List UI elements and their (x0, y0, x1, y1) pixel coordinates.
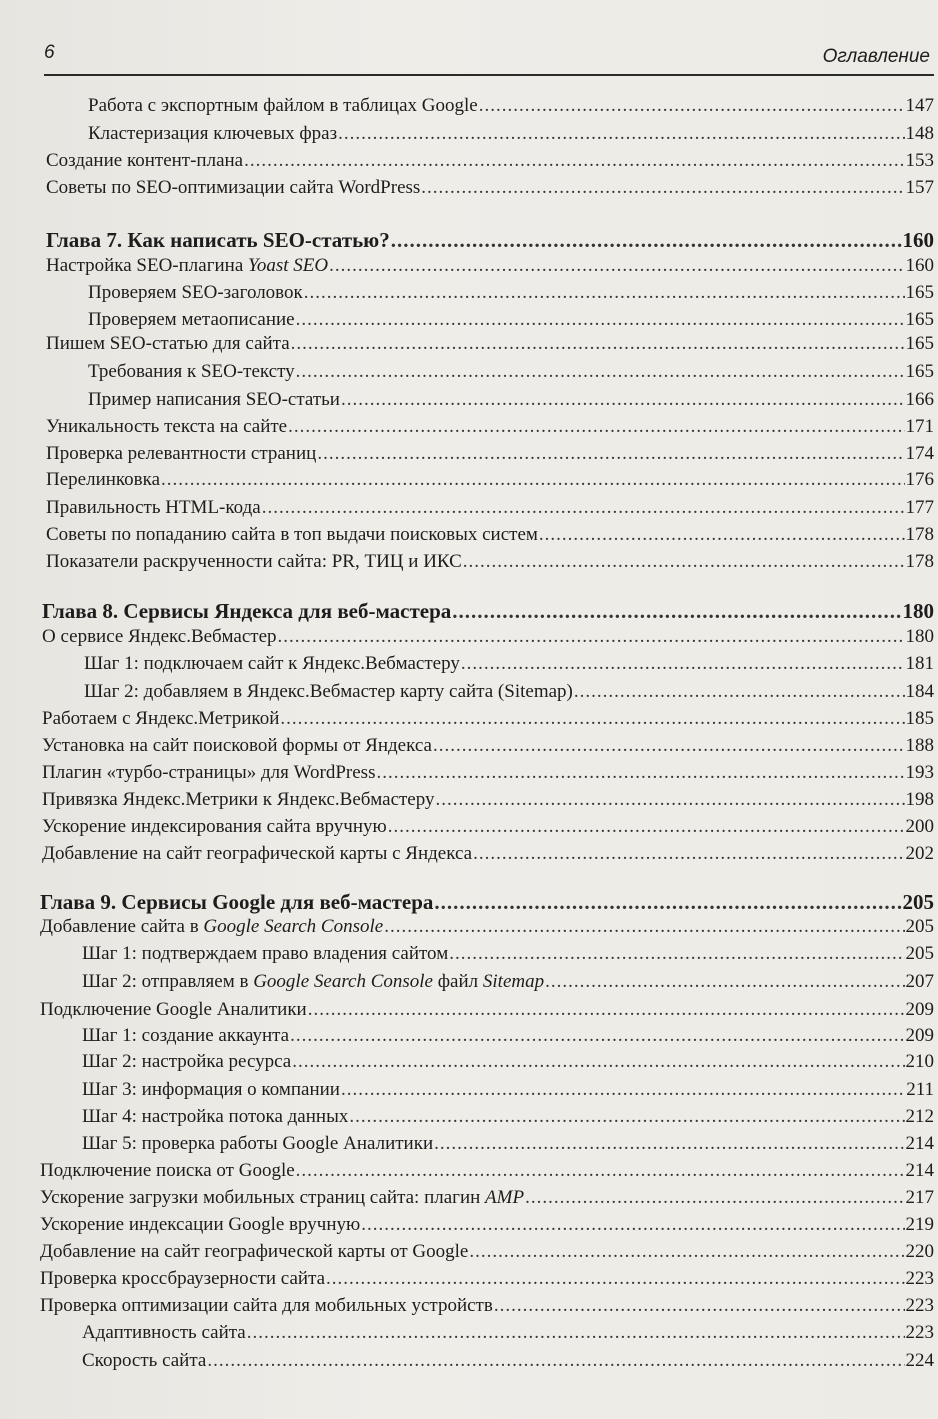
toc-entry (40, 1241, 934, 1263)
toc-page-number: 160 (902, 228, 934, 252)
toc-entry-title-italic: Yoast SEO (248, 255, 329, 276)
toc-entry (84, 681, 934, 703)
toc-page-number: 220 (905, 1241, 934, 1262)
dot-leader (463, 551, 905, 573)
toc-entry (40, 1160, 934, 1182)
toc-entry-title-italic: Google Search Console (253, 971, 433, 992)
toc-page-number: 178 (905, 524, 934, 545)
toc-entry-title-italic: Google Search Console (203, 916, 384, 937)
toc-entry (88, 123, 934, 145)
toc-page-number: 223 (905, 1322, 934, 1343)
toc-entry-title-part: Ускорение загрузки мобильных страниц сайта: плагин (40, 1187, 486, 1208)
toc-page-number: 178 (905, 551, 934, 572)
toc-page-number: 165 (905, 361, 934, 382)
toc-page-number: 214 (905, 1160, 934, 1181)
toc-entry-title: Шаг 3: информация о компании (82, 1079, 340, 1100)
dot-leader (161, 469, 904, 491)
toc-entry-title: Кластеризация ключевых фраз (88, 123, 338, 144)
dot-leader (525, 1187, 904, 1209)
dot-leader (376, 762, 904, 784)
toc-entry (46, 497, 934, 519)
toc-page-number: 211 (906, 1079, 934, 1100)
toc-entry-title: Установка на сайт поисковой формы от Яндекса (42, 735, 432, 756)
toc-page-number: 177 (905, 497, 934, 518)
toc-entry-title: Плагин «турбо-страницы» для WordPress (42, 762, 376, 783)
toc-entry-title: Шаг 4: настройка потока данных (82, 1106, 349, 1127)
dot-leader (244, 150, 904, 172)
toc-entry-title: Создание контент-плана (46, 150, 244, 171)
dot-leader (247, 1322, 905, 1344)
dot-leader (479, 95, 905, 117)
toc-entry-title (40, 916, 383, 938)
toc-entry-title: Показатели раскрученности сайта: PR, ТИЦ и ИКС (46, 551, 462, 572)
toc-page-number: 153 (905, 150, 934, 171)
toc-entry (42, 708, 934, 730)
toc-entry (82, 1051, 934, 1073)
toc-page-number: 181 (905, 653, 934, 674)
toc-entry-title-part: Шаг 2: отправляем в (82, 971, 254, 992)
toc-entry-title-part: Добавление сайта в (40, 916, 204, 937)
toc-entry-title-italic: Sitemap (482, 971, 545, 992)
dot-leader (433, 735, 905, 757)
dot-leader (473, 843, 904, 865)
dot-leader (384, 916, 904, 938)
toc-entry (84, 653, 934, 675)
dot-leader (361, 1214, 904, 1236)
toc-entry-title: Скорость сайта (82, 1350, 207, 1371)
toc-entry-title: Советы по SEO-оптимизации сайта WordPress (46, 177, 421, 198)
dot-leader (539, 524, 905, 546)
toc-entry (46, 255, 934, 277)
toc-entry (42, 762, 934, 784)
dot-leader (452, 599, 901, 624)
toc-entry-title: Шаг 1: подтверждаем право владения сайтом (82, 943, 449, 964)
dot-leader (545, 971, 904, 993)
toc-entry-title: Уникальность текста на сайте (46, 416, 288, 437)
toc-entry (46, 443, 934, 465)
toc-page-number: 160 (905, 255, 934, 276)
toc-page-number: 165 (905, 333, 934, 354)
toc-entry (42, 843, 934, 865)
toc-entry-title: Проверка релевантности страниц (46, 443, 317, 464)
dot-leader (326, 1268, 904, 1290)
toc-entry-title (46, 255, 328, 277)
toc-entry (82, 1079, 934, 1101)
toc-entry-title (82, 971, 544, 993)
toc-entry-title: Добавление на сайт географической карты с Яндекса (42, 843, 473, 864)
toc-entry (82, 1106, 934, 1128)
toc-entry-title: Пример написания SEO-статьи (88, 389, 340, 410)
toc-entry-title: Подключение поиска от Google (40, 1160, 295, 1181)
toc-entry-title: О сервисе Яндекс.Вебмастер (42, 626, 277, 647)
dot-leader (329, 255, 904, 277)
toc-page-number: 205 (905, 943, 934, 964)
toc-entry (42, 735, 934, 757)
toc-entry-title: Подключение Google Аналитики (40, 999, 307, 1020)
toc-page-number: 147 (905, 95, 934, 116)
dot-leader (290, 1025, 904, 1047)
toc-entry-title: Глава 7. Как написать SEO-статью? (46, 228, 390, 252)
toc-page-number: 223 (905, 1268, 934, 1289)
toc-entry-title: Проверка кроссбраузерности сайта (40, 1268, 326, 1289)
toc-page-number: 223 (905, 1295, 934, 1316)
toc-entry-title: Проверка оптимизации сайта для мобильных устройств (40, 1295, 493, 1316)
dot-leader (296, 361, 905, 383)
toc-entry-title: Работа с экспортным файлом в таблицах Google (88, 95, 478, 116)
toc-page-number: 185 (905, 708, 934, 729)
toc-page-number: 148 (905, 123, 934, 144)
toc-chapter (46, 228, 934, 253)
toc-page-number: 205 (905, 916, 934, 937)
toc-page-number: 165 (905, 282, 934, 303)
toc-entry-title: Правильность HTML-кода (46, 497, 261, 518)
toc-entry-title: Проверяем метаописание (88, 309, 295, 330)
toc-entry-title (40, 1187, 524, 1209)
toc-chapter (40, 890, 934, 915)
toc-entry (88, 361, 934, 383)
toc-page-number: 202 (905, 843, 934, 864)
toc-entry-title-part: Настройка SEO-плагина (46, 255, 249, 276)
toc-entry-title: Шаг 1: создание аккаунта (82, 1025, 290, 1046)
toc-entry (40, 916, 934, 938)
toc-page-number: 174 (905, 443, 934, 464)
dot-leader (341, 1079, 905, 1101)
toc-entry (42, 789, 934, 811)
dot-leader (391, 228, 902, 253)
dot-leader (292, 1051, 904, 1073)
toc-entry (46, 551, 934, 573)
dot-leader (304, 282, 905, 304)
dot-leader (449, 943, 904, 965)
page-header (44, 40, 934, 76)
dot-leader (338, 123, 904, 145)
toc-page-number: 180 (902, 599, 934, 623)
dot-leader (207, 1350, 904, 1372)
dot-leader (574, 681, 905, 703)
toc-entry (46, 333, 934, 355)
toc-entry (82, 1025, 934, 1047)
toc-entry (88, 309, 934, 331)
toc-entry (82, 1322, 934, 1344)
running-title: Оглавление (822, 46, 930, 67)
toc-entry (40, 1268, 934, 1290)
toc-entry (40, 1295, 934, 1317)
dot-leader (262, 497, 905, 519)
toc-entry-title: Шаг 1: подключаем сайт к Яндекс.Вебмастеру (84, 653, 460, 674)
toc-page-number: 209 (905, 999, 934, 1020)
toc-entry (82, 1133, 934, 1155)
toc-entry-title-italic: AMP (485, 1187, 525, 1208)
toc-page-number: 176 (905, 469, 934, 490)
toc-entry-title: Перелинковка (46, 469, 161, 490)
dot-leader (494, 1295, 905, 1317)
dot-leader (288, 416, 904, 438)
toc-chapter (42, 599, 934, 624)
toc-page-number: 219 (905, 1214, 934, 1235)
toc-page-number: 184 (905, 681, 934, 702)
dot-leader (469, 1241, 904, 1263)
toc-entry (82, 971, 934, 993)
toc-page-number: 180 (905, 626, 934, 647)
dot-leader (436, 789, 905, 811)
toc-entry-title: Добавление на сайт географической карты от Google (40, 1241, 469, 1262)
dot-leader (434, 1133, 904, 1155)
toc-page-number: 209 (905, 1025, 934, 1046)
toc-page-number: 198 (905, 789, 934, 810)
dot-leader (461, 653, 905, 675)
toc-entry (42, 626, 934, 648)
dot-leader (421, 177, 904, 199)
toc-entry-title: Ускорение индексации Google вручную (40, 1214, 361, 1235)
toc-entry (82, 1350, 934, 1372)
toc-page-number: 193 (905, 762, 934, 783)
toc-entry (42, 816, 934, 838)
toc-entry-title: Работаем с Яндекс.Метрикой (42, 708, 280, 729)
toc-entry (82, 943, 934, 965)
dot-leader (434, 890, 901, 915)
dot-leader (296, 309, 905, 331)
toc-page-number: 166 (905, 389, 934, 410)
toc-entry-title: Адаптивность сайта (82, 1322, 246, 1343)
toc-page-number: 188 (905, 735, 934, 756)
toc-page-number: 210 (905, 1051, 934, 1072)
toc-entry (40, 999, 934, 1021)
page-number: 6 (44, 42, 55, 63)
toc-page-number: 224 (905, 1350, 934, 1371)
toc-entry-title: Ускорение индексирования сайта вручную (42, 816, 387, 837)
toc-page-number: 214 (905, 1133, 934, 1154)
dot-leader (388, 816, 905, 838)
toc-entry (46, 524, 934, 546)
toc-entry-title: Шаг 2: настройка ресурса (82, 1051, 292, 1072)
dot-leader (280, 708, 904, 730)
toc-entry (46, 177, 934, 199)
toc-page-number: 212 (905, 1106, 934, 1127)
toc-entry (46, 469, 934, 491)
dot-leader (308, 999, 905, 1021)
toc-entry (46, 416, 934, 438)
toc-entry (88, 95, 934, 117)
toc-entry-title: Шаг 5: проверка работы Google Аналитики (82, 1133, 434, 1154)
toc-page-number: 157 (905, 177, 934, 198)
dot-leader (317, 443, 904, 465)
toc-entry-title: Проверяем SEO-заголовок (88, 282, 303, 303)
toc-entry-title: Пишем SEO-статью для сайта (46, 333, 290, 354)
toc-entry-title: Глава 9. Сервисы Google для веб-мастера (40, 890, 434, 914)
toc-entry (40, 1187, 934, 1209)
dot-leader (341, 389, 905, 411)
dot-leader (296, 1160, 905, 1182)
dot-leader (278, 626, 905, 648)
toc-entry-title: Шаг 2: добавляем в Яндекс.Вебмастер карту сайта (Sitemap) (84, 681, 573, 702)
toc-entry (40, 1214, 934, 1236)
toc-entry-title: Требования к SEO-тексту (88, 361, 295, 382)
toc-page-number: 171 (905, 416, 934, 437)
toc-entry (88, 389, 934, 411)
toc-entry (46, 150, 934, 172)
dot-leader (349, 1106, 904, 1128)
toc-page-number: 200 (905, 816, 934, 837)
toc-entry-title: Советы по попаданию сайта в топ выдачи поисковых систем (46, 524, 538, 545)
toc-page-number: 165 (905, 309, 934, 330)
toc-page-number: 207 (905, 971, 934, 992)
toc-page-number: 217 (905, 1187, 934, 1208)
toc-entry-title: Глава 8. Сервисы Яндекса для веб-мастера (42, 599, 452, 623)
dot-leader (291, 333, 905, 355)
toc-entry-title: Привязка Яндекс.Метрики к Яндекс.Вебмастеру (42, 789, 435, 810)
toc-page-number: 205 (902, 890, 934, 914)
toc-entry (88, 282, 934, 304)
toc-entry-title-part: файл (432, 971, 483, 992)
